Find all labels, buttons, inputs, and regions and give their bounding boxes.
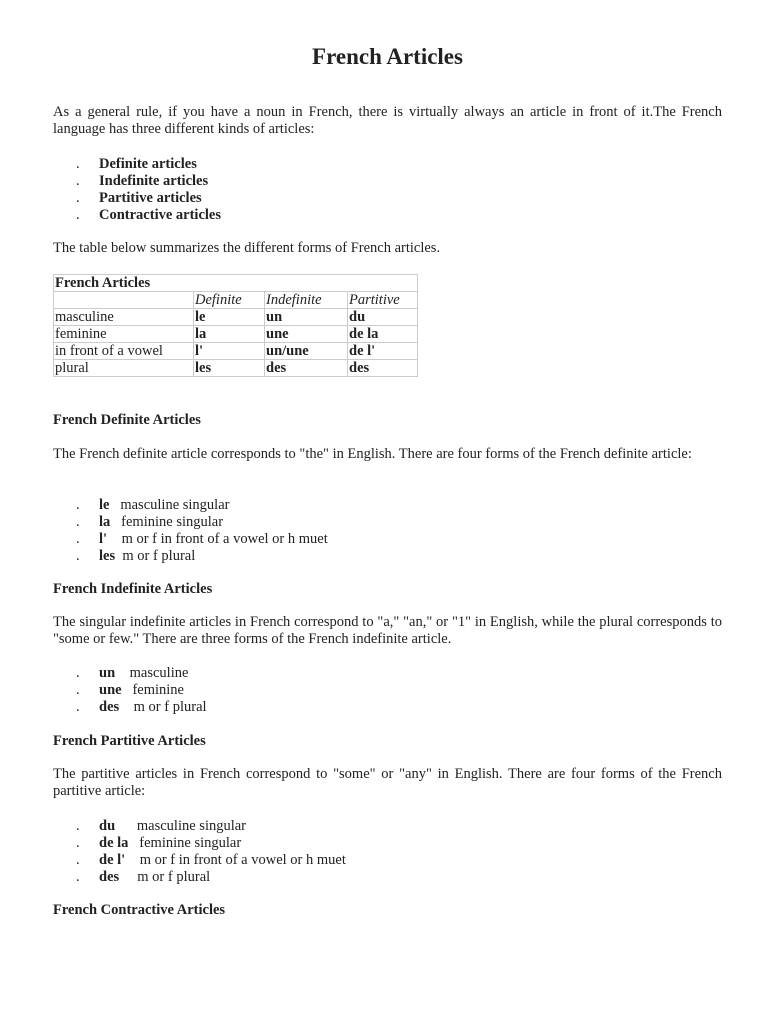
table-cell: in front of a vowel [54,343,194,360]
definite-heading: French Definite Articles [53,412,201,428]
table-caption: French Articles [54,275,418,292]
list-item: . les m or f plural [76,548,196,564]
table-cell: la [194,326,265,343]
partitive-heading: French Partitive Articles [53,733,206,749]
list-item: . l' m or f in front of a vowel or h muet [76,531,328,547]
partitive-list [53,818,722,886]
list-item: . Indefinite articles [76,173,209,189]
list-item: . une feminine [76,682,184,698]
indefinite-list [53,665,722,716]
list-item: . de la feminine singular [76,835,242,851]
article-kinds-list [53,156,722,224]
table-header-cell [54,292,194,309]
list-item: . du masculine singular [76,818,247,834]
table-cell: du [348,309,418,326]
table-cell: des [265,360,348,377]
contractive-heading: French Contractive Articles [53,902,226,918]
list-item: . des m or f plural [76,699,207,715]
table-cell: masculine [54,309,194,326]
list-item: . Partitive articles [76,190,202,206]
list-item: . de l' m or f in front of a vowel or h muet [76,852,346,868]
indefinite-heading: French Indefinite Articles [53,581,213,597]
table-row [54,309,418,326]
table-row [54,360,418,377]
table-intro-paragraph: The table below summarizes the different forms of French articles. [53,240,441,256]
table-cell: de l' [348,343,418,360]
partitive-paragraph: The partitive articles in French correspond to "some" or "any" in English. There are four forms of the French partitive article: [53,766,722,799]
definite-paragraph: The French definite article corresponds to "the" in English. There are four forms of the French definite article: [53,446,692,462]
table-header-cell: Partitive [348,292,418,309]
intro-paragraph: As a general rule, if you have a noun in French, there is virtually always an article in front of it.The French language has three different kinds of articles: [53,104,722,137]
table-cell: des [348,360,418,377]
page-title: French Articles [312,44,463,69]
list-item: . le masculine singular [76,497,230,513]
table-header-cell: Definite [194,292,265,309]
table-cell: feminine [54,326,194,343]
table-cell: une [265,326,348,343]
list-item: . Definite articles [76,156,197,172]
table-cell: l' [194,343,265,360]
list-item: . la feminine singular [76,514,224,530]
articles-table [53,274,418,377]
table-cell: les [194,360,265,377]
list-item: . Contractive articles [76,207,221,223]
list-item: . des m or f plural [76,869,211,885]
table-cell: un/une [265,343,348,360]
table-cell: un [265,309,348,326]
table-cell: plural [54,360,194,377]
table-cell: le [194,309,265,326]
table-row [54,343,418,360]
indefinite-paragraph: The singular indefinite articles in French correspond to "a," "an," or "1" in English, while the plural corresponds to "some or few." There are three forms of the French indefinite article. [53,614,722,647]
table-header-cell: Indefinite [265,292,348,309]
definite-list [53,497,722,565]
table-row [54,326,418,343]
list-item: . un masculine [76,665,189,681]
table-cell: de la [348,326,418,343]
